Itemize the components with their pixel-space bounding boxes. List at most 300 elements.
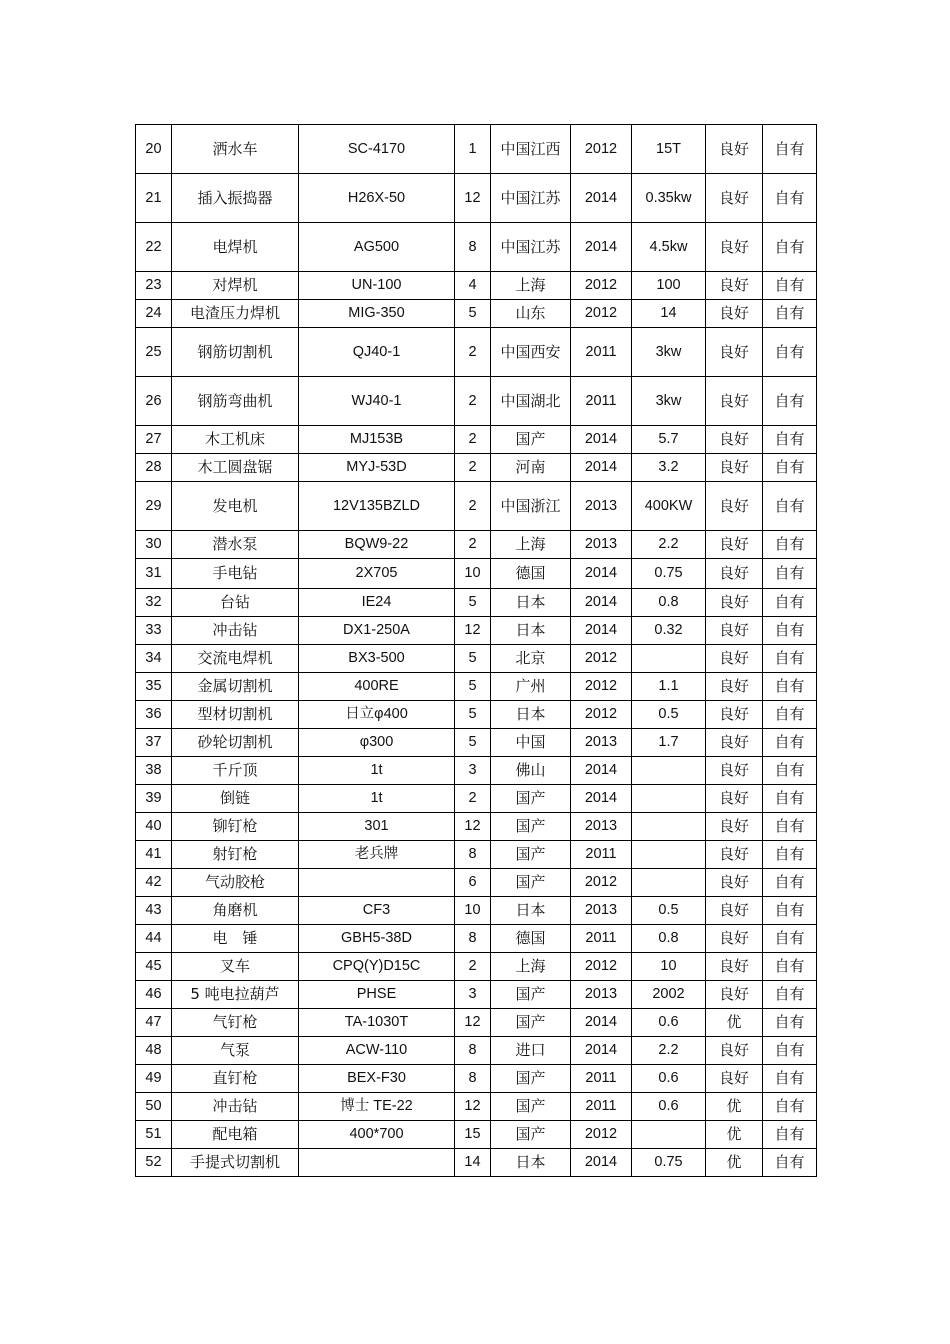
model-spec-cell: ACW-110 (299, 1037, 455, 1065)
place-of-origin-cell: 日本 (491, 617, 571, 645)
rated-power-cell: 1.1 (632, 673, 706, 701)
model-spec-cell: PHSE (299, 981, 455, 1009)
place-of-origin-cell: 中国西安 (491, 328, 571, 377)
manufacture-year-cell: 2013 (571, 729, 632, 757)
condition-cell: 良好 (706, 482, 763, 531)
model-spec-cell: BEX-F30 (299, 1065, 455, 1093)
rated-power-cell: 2002 (632, 981, 706, 1009)
row-number-cell: 30 (136, 531, 172, 559)
row-number-cell: 23 (136, 272, 172, 300)
ownership-cell: 自有 (763, 1121, 817, 1149)
equipment-name-cell: 木工机床 (172, 426, 299, 454)
manufacture-year-cell: 2014 (571, 223, 632, 272)
model-spec-cell: DX1-250A (299, 617, 455, 645)
row-number-cell: 40 (136, 813, 172, 841)
quantity-cell: 12 (455, 1009, 491, 1037)
equipment-name-cell: 铆钉枪 (172, 813, 299, 841)
rated-power-cell (632, 841, 706, 869)
place-of-origin-cell: 佛山 (491, 757, 571, 785)
quantity-cell: 12 (455, 813, 491, 841)
manufacture-year-cell: 2014 (571, 454, 632, 482)
model-spec-cell: BX3-500 (299, 645, 455, 673)
table-row (136, 1009, 817, 1037)
table-row (136, 589, 817, 617)
rated-power-cell: 0.5 (632, 701, 706, 729)
quantity-cell: 5 (455, 589, 491, 617)
table-row (136, 454, 817, 482)
rated-power-cell: 5.7 (632, 426, 706, 454)
place-of-origin-cell: 国产 (491, 785, 571, 813)
row-number-cell: 47 (136, 1009, 172, 1037)
place-of-origin-cell: 国产 (491, 1093, 571, 1121)
manufacture-year-cell: 2014 (571, 559, 632, 589)
quantity-cell: 2 (455, 531, 491, 559)
quantity-cell: 8 (455, 223, 491, 272)
rated-power-cell: 0.6 (632, 1065, 706, 1093)
row-number-cell: 37 (136, 729, 172, 757)
model-spec-cell (299, 869, 455, 897)
quantity-cell: 12 (455, 174, 491, 223)
condition-cell: 良好 (706, 645, 763, 673)
manufacture-year-cell: 2011 (571, 925, 632, 953)
equipment-table (135, 124, 817, 1177)
rated-power-cell: 2.2 (632, 531, 706, 559)
equipment-name-cell: 冲击钻 (172, 1093, 299, 1121)
place-of-origin-cell: 中国湖北 (491, 377, 571, 426)
row-number-cell: 45 (136, 953, 172, 981)
ownership-cell: 自有 (763, 785, 817, 813)
ownership-cell: 自有 (763, 223, 817, 272)
table-row (136, 785, 817, 813)
place-of-origin-cell: 中国江苏 (491, 223, 571, 272)
quantity-cell: 2 (455, 454, 491, 482)
row-number-cell: 48 (136, 1037, 172, 1065)
row-number-cell: 41 (136, 841, 172, 869)
quantity-cell: 3 (455, 981, 491, 1009)
table-row (136, 645, 817, 673)
condition-cell: 良好 (706, 953, 763, 981)
model-spec-cell: TA-1030T (299, 1009, 455, 1037)
table-row (136, 125, 817, 174)
equipment-name-cell: 倒链 (172, 785, 299, 813)
row-number-cell: 27 (136, 426, 172, 454)
manufacture-year-cell: 2014 (571, 1149, 632, 1177)
ownership-cell: 自有 (763, 1065, 817, 1093)
condition-cell: 良好 (706, 673, 763, 701)
ownership-cell: 自有 (763, 454, 817, 482)
rated-power-cell (632, 813, 706, 841)
row-number-cell: 36 (136, 701, 172, 729)
quantity-cell: 1 (455, 125, 491, 174)
place-of-origin-cell: 国产 (491, 981, 571, 1009)
row-number-cell: 50 (136, 1093, 172, 1121)
ownership-cell: 自有 (763, 174, 817, 223)
condition-cell: 良好 (706, 757, 763, 785)
ownership-cell: 自有 (763, 841, 817, 869)
manufacture-year-cell: 2011 (571, 1093, 632, 1121)
row-number-cell: 44 (136, 925, 172, 953)
equipment-name-cell: 金属切割机 (172, 673, 299, 701)
manufacture-year-cell: 2014 (571, 757, 632, 785)
model-spec-cell: 博士 TE-22 (299, 1093, 455, 1121)
condition-cell: 良好 (706, 981, 763, 1009)
rated-power-cell: 0.6 (632, 1093, 706, 1121)
table-row (136, 953, 817, 981)
ownership-cell: 自有 (763, 482, 817, 531)
equipment-name-cell: 台钻 (172, 589, 299, 617)
rated-power-cell (632, 645, 706, 673)
rated-power-cell: 15T (632, 125, 706, 174)
quantity-cell: 10 (455, 897, 491, 925)
condition-cell: 优 (706, 1009, 763, 1037)
table-row (136, 1037, 817, 1065)
place-of-origin-cell: 日本 (491, 589, 571, 617)
equipment-name-cell: 潜水泵 (172, 531, 299, 559)
table-row (136, 1121, 817, 1149)
rated-power-cell: 3kw (632, 328, 706, 377)
ownership-cell: 自有 (763, 701, 817, 729)
equipment-name-cell: 冲击钻 (172, 617, 299, 645)
place-of-origin-cell: 上海 (491, 953, 571, 981)
ownership-cell: 自有 (763, 589, 817, 617)
ownership-cell: 自有 (763, 272, 817, 300)
ownership-cell: 自有 (763, 559, 817, 589)
equipment-name-cell: 气钉枪 (172, 1009, 299, 1037)
place-of-origin-cell: 中国江苏 (491, 174, 571, 223)
table-row (136, 426, 817, 454)
model-spec-cell: CPQ(Y)D15C (299, 953, 455, 981)
place-of-origin-cell: 国产 (491, 1121, 571, 1149)
table-row (136, 328, 817, 377)
model-spec-cell: BQW9-22 (299, 531, 455, 559)
table-row (136, 869, 817, 897)
table-row (136, 673, 817, 701)
quantity-cell: 5 (455, 729, 491, 757)
equipment-name-cell: 叉车 (172, 953, 299, 981)
manufacture-year-cell: 2014 (571, 1037, 632, 1065)
place-of-origin-cell: 日本 (491, 701, 571, 729)
quantity-cell: 2 (455, 426, 491, 454)
row-number-cell: 42 (136, 869, 172, 897)
rated-power-cell: 100 (632, 272, 706, 300)
equipment-name-cell: 电渣压力焊机 (172, 300, 299, 328)
condition-cell: 优 (706, 1093, 763, 1121)
table-row (136, 559, 817, 589)
quantity-cell: 2 (455, 377, 491, 426)
ownership-cell: 自有 (763, 300, 817, 328)
model-spec-cell: φ300 (299, 729, 455, 757)
model-spec-cell (299, 1149, 455, 1177)
manufacture-year-cell: 2014 (571, 426, 632, 454)
rated-power-cell: 0.6 (632, 1009, 706, 1037)
table-row (136, 1149, 817, 1177)
place-of-origin-cell: 国产 (491, 426, 571, 454)
equipment-name-cell: 气动胶枪 (172, 869, 299, 897)
rated-power-cell: 10 (632, 953, 706, 981)
equipment-name-cell: 手电钻 (172, 559, 299, 589)
table-row (136, 300, 817, 328)
quantity-cell: 2 (455, 328, 491, 377)
place-of-origin-cell: 中国 (491, 729, 571, 757)
manufacture-year-cell: 2014 (571, 174, 632, 223)
model-spec-cell: H26X-50 (299, 174, 455, 223)
quantity-cell: 4 (455, 272, 491, 300)
rated-power-cell: 0.32 (632, 617, 706, 645)
model-spec-cell: UN-100 (299, 272, 455, 300)
equipment-name-cell: 对焊机 (172, 272, 299, 300)
condition-cell: 良好 (706, 377, 763, 426)
row-number-cell: 29 (136, 482, 172, 531)
quantity-cell: 5 (455, 645, 491, 673)
row-number-cell: 39 (136, 785, 172, 813)
row-number-cell: 20 (136, 125, 172, 174)
quantity-cell: 2 (455, 482, 491, 531)
manufacture-year-cell: 2012 (571, 701, 632, 729)
place-of-origin-cell: 中国江西 (491, 125, 571, 174)
manufacture-year-cell: 2014 (571, 785, 632, 813)
condition-cell: 良好 (706, 125, 763, 174)
model-spec-cell: 老兵牌 (299, 841, 455, 869)
place-of-origin-cell: 河南 (491, 454, 571, 482)
place-of-origin-cell: 国产 (491, 1009, 571, 1037)
equipment-name-cell: 电焊机 (172, 223, 299, 272)
place-of-origin-cell: 日本 (491, 1149, 571, 1177)
condition-cell: 良好 (706, 813, 763, 841)
manufacture-year-cell: 2013 (571, 981, 632, 1009)
manufacture-year-cell: 2012 (571, 272, 632, 300)
equipment-name-cell: 直钉枪 (172, 1065, 299, 1093)
table-row (136, 701, 817, 729)
condition-cell: 良好 (706, 701, 763, 729)
ownership-cell: 自有 (763, 377, 817, 426)
model-spec-cell: 301 (299, 813, 455, 841)
table-row (136, 897, 817, 925)
model-spec-cell: 1t (299, 757, 455, 785)
place-of-origin-cell: 日本 (491, 897, 571, 925)
equipment-name-cell: 电 锤 (172, 925, 299, 953)
model-spec-cell: MYJ-53D (299, 454, 455, 482)
ownership-cell: 自有 (763, 1149, 817, 1177)
rated-power-cell: 0.75 (632, 1149, 706, 1177)
equipment-name-cell: 千斤顶 (172, 757, 299, 785)
equipment-name-cell: 角磨机 (172, 897, 299, 925)
equipment-name-cell: 木工圆盘锯 (172, 454, 299, 482)
table-row (136, 482, 817, 531)
equipment-name-cell: 射钉枪 (172, 841, 299, 869)
place-of-origin-cell: 国产 (491, 813, 571, 841)
quantity-cell: 2 (455, 953, 491, 981)
ownership-cell: 自有 (763, 328, 817, 377)
manufacture-year-cell: 2011 (571, 377, 632, 426)
condition-cell: 良好 (706, 897, 763, 925)
table-row (136, 729, 817, 757)
place-of-origin-cell: 国产 (491, 1065, 571, 1093)
manufacture-year-cell: 2013 (571, 897, 632, 925)
equipment-name-cell: 交流电焊机 (172, 645, 299, 673)
ownership-cell: 自有 (763, 897, 817, 925)
equipment-name-cell: 发电机 (172, 482, 299, 531)
row-number-cell: 51 (136, 1121, 172, 1149)
condition-cell: 良好 (706, 454, 763, 482)
quantity-cell: 8 (455, 925, 491, 953)
table-row (136, 531, 817, 559)
rated-power-cell: 1.7 (632, 729, 706, 757)
place-of-origin-cell: 上海 (491, 531, 571, 559)
equipment-name-cell: 手提式切割机 (172, 1149, 299, 1177)
place-of-origin-cell: 国产 (491, 869, 571, 897)
place-of-origin-cell: 德国 (491, 925, 571, 953)
condition-cell: 良好 (706, 223, 763, 272)
rated-power-cell (632, 1121, 706, 1149)
manufacture-year-cell: 2014 (571, 589, 632, 617)
quantity-cell: 5 (455, 673, 491, 701)
model-spec-cell: IE24 (299, 589, 455, 617)
manufacture-year-cell: 2012 (571, 645, 632, 673)
quantity-cell: 15 (455, 1121, 491, 1149)
rated-power-cell: 0.5 (632, 897, 706, 925)
quantity-cell: 8 (455, 1037, 491, 1065)
model-spec-cell: QJ40-1 (299, 328, 455, 377)
quantity-cell: 5 (455, 701, 491, 729)
ownership-cell: 自有 (763, 617, 817, 645)
model-spec-cell: 日立φ400 (299, 701, 455, 729)
ownership-cell: 自有 (763, 426, 817, 454)
condition-cell: 良好 (706, 841, 763, 869)
row-number-cell: 34 (136, 645, 172, 673)
table-row (136, 1065, 817, 1093)
ownership-cell: 自有 (763, 869, 817, 897)
condition-cell: 良好 (706, 729, 763, 757)
rated-power-cell: 3.2 (632, 454, 706, 482)
condition-cell: 良好 (706, 328, 763, 377)
manufacture-year-cell: 2013 (571, 813, 632, 841)
condition-cell: 良好 (706, 174, 763, 223)
place-of-origin-cell: 北京 (491, 645, 571, 673)
place-of-origin-cell: 国产 (491, 841, 571, 869)
ownership-cell: 自有 (763, 729, 817, 757)
rated-power-cell: 0.35kw (632, 174, 706, 223)
ownership-cell: 自有 (763, 1093, 817, 1121)
model-spec-cell: 12V135BZLD (299, 482, 455, 531)
row-number-cell: 33 (136, 617, 172, 645)
model-spec-cell: MJ153B (299, 426, 455, 454)
rated-power-cell: 4.5kw (632, 223, 706, 272)
ownership-cell: 自有 (763, 645, 817, 673)
quantity-cell: 3 (455, 757, 491, 785)
quantity-cell: 14 (455, 1149, 491, 1177)
model-spec-cell: 400*700 (299, 1121, 455, 1149)
ownership-cell: 自有 (763, 1037, 817, 1065)
equipment-table-body (136, 125, 817, 1177)
row-number-cell: 49 (136, 1065, 172, 1093)
equipment-name-cell: 砂轮切割机 (172, 729, 299, 757)
quantity-cell: 12 (455, 1093, 491, 1121)
manufacture-year-cell: 2014 (571, 1009, 632, 1037)
row-number-cell: 32 (136, 589, 172, 617)
model-spec-cell: 2X705 (299, 559, 455, 589)
rated-power-cell (632, 785, 706, 813)
row-number-cell: 38 (136, 757, 172, 785)
rated-power-cell (632, 869, 706, 897)
row-number-cell: 24 (136, 300, 172, 328)
condition-cell: 良好 (706, 531, 763, 559)
equipment-name-cell: 钢筋弯曲机 (172, 377, 299, 426)
model-spec-cell: MIG-350 (299, 300, 455, 328)
manufacture-year-cell: 2014 (571, 617, 632, 645)
place-of-origin-cell: 广州 (491, 673, 571, 701)
manufacture-year-cell: 2011 (571, 1065, 632, 1093)
quantity-cell: 2 (455, 785, 491, 813)
row-number-cell: 21 (136, 174, 172, 223)
condition-cell: 良好 (706, 869, 763, 897)
condition-cell: 良好 (706, 589, 763, 617)
condition-cell: 良好 (706, 426, 763, 454)
rated-power-cell: 2.2 (632, 1037, 706, 1065)
table-row (136, 377, 817, 426)
equipment-name-cell: 气泵 (172, 1037, 299, 1065)
quantity-cell: 10 (455, 559, 491, 589)
model-spec-cell: CF3 (299, 897, 455, 925)
table-row (136, 813, 817, 841)
ownership-cell: 自有 (763, 757, 817, 785)
place-of-origin-cell: 进口 (491, 1037, 571, 1065)
condition-cell: 良好 (706, 559, 763, 589)
model-spec-cell: WJ40-1 (299, 377, 455, 426)
ownership-cell: 自有 (763, 673, 817, 701)
condition-cell: 良好 (706, 300, 763, 328)
manufacture-year-cell: 2012 (571, 869, 632, 897)
place-of-origin-cell: 山东 (491, 300, 571, 328)
table-row (136, 174, 817, 223)
row-number-cell: 52 (136, 1149, 172, 1177)
manufacture-year-cell: 2012 (571, 1121, 632, 1149)
table-row (136, 841, 817, 869)
condition-cell: 良好 (706, 272, 763, 300)
quantity-cell: 8 (455, 1065, 491, 1093)
condition-cell: 优 (706, 1149, 763, 1177)
rated-power-cell: 0.75 (632, 559, 706, 589)
ownership-cell: 自有 (763, 125, 817, 174)
manufacture-year-cell: 2012 (571, 953, 632, 981)
place-of-origin-cell: 德国 (491, 559, 571, 589)
manufacture-year-cell: 2012 (571, 125, 632, 174)
equipment-name-cell: 洒水车 (172, 125, 299, 174)
model-spec-cell: 400RE (299, 673, 455, 701)
manufacture-year-cell: 2012 (571, 673, 632, 701)
ownership-cell: 自有 (763, 981, 817, 1009)
table-row (136, 757, 817, 785)
rated-power-cell: 0.8 (632, 589, 706, 617)
ownership-cell: 自有 (763, 925, 817, 953)
table-row (136, 617, 817, 645)
rated-power-cell (632, 757, 706, 785)
condition-cell: 良好 (706, 617, 763, 645)
place-of-origin-cell: 上海 (491, 272, 571, 300)
row-number-cell: 43 (136, 897, 172, 925)
equipment-name-cell: 钢筋切割机 (172, 328, 299, 377)
manufacture-year-cell: 2011 (571, 841, 632, 869)
model-spec-cell: AG500 (299, 223, 455, 272)
condition-cell: 良好 (706, 925, 763, 953)
quantity-cell: 12 (455, 617, 491, 645)
row-number-cell: 25 (136, 328, 172, 377)
condition-cell: 良好 (706, 1065, 763, 1093)
row-number-cell: 46 (136, 981, 172, 1009)
quantity-cell: 8 (455, 841, 491, 869)
ownership-cell: 自有 (763, 953, 817, 981)
row-number-cell: 22 (136, 223, 172, 272)
quantity-cell: 5 (455, 300, 491, 328)
